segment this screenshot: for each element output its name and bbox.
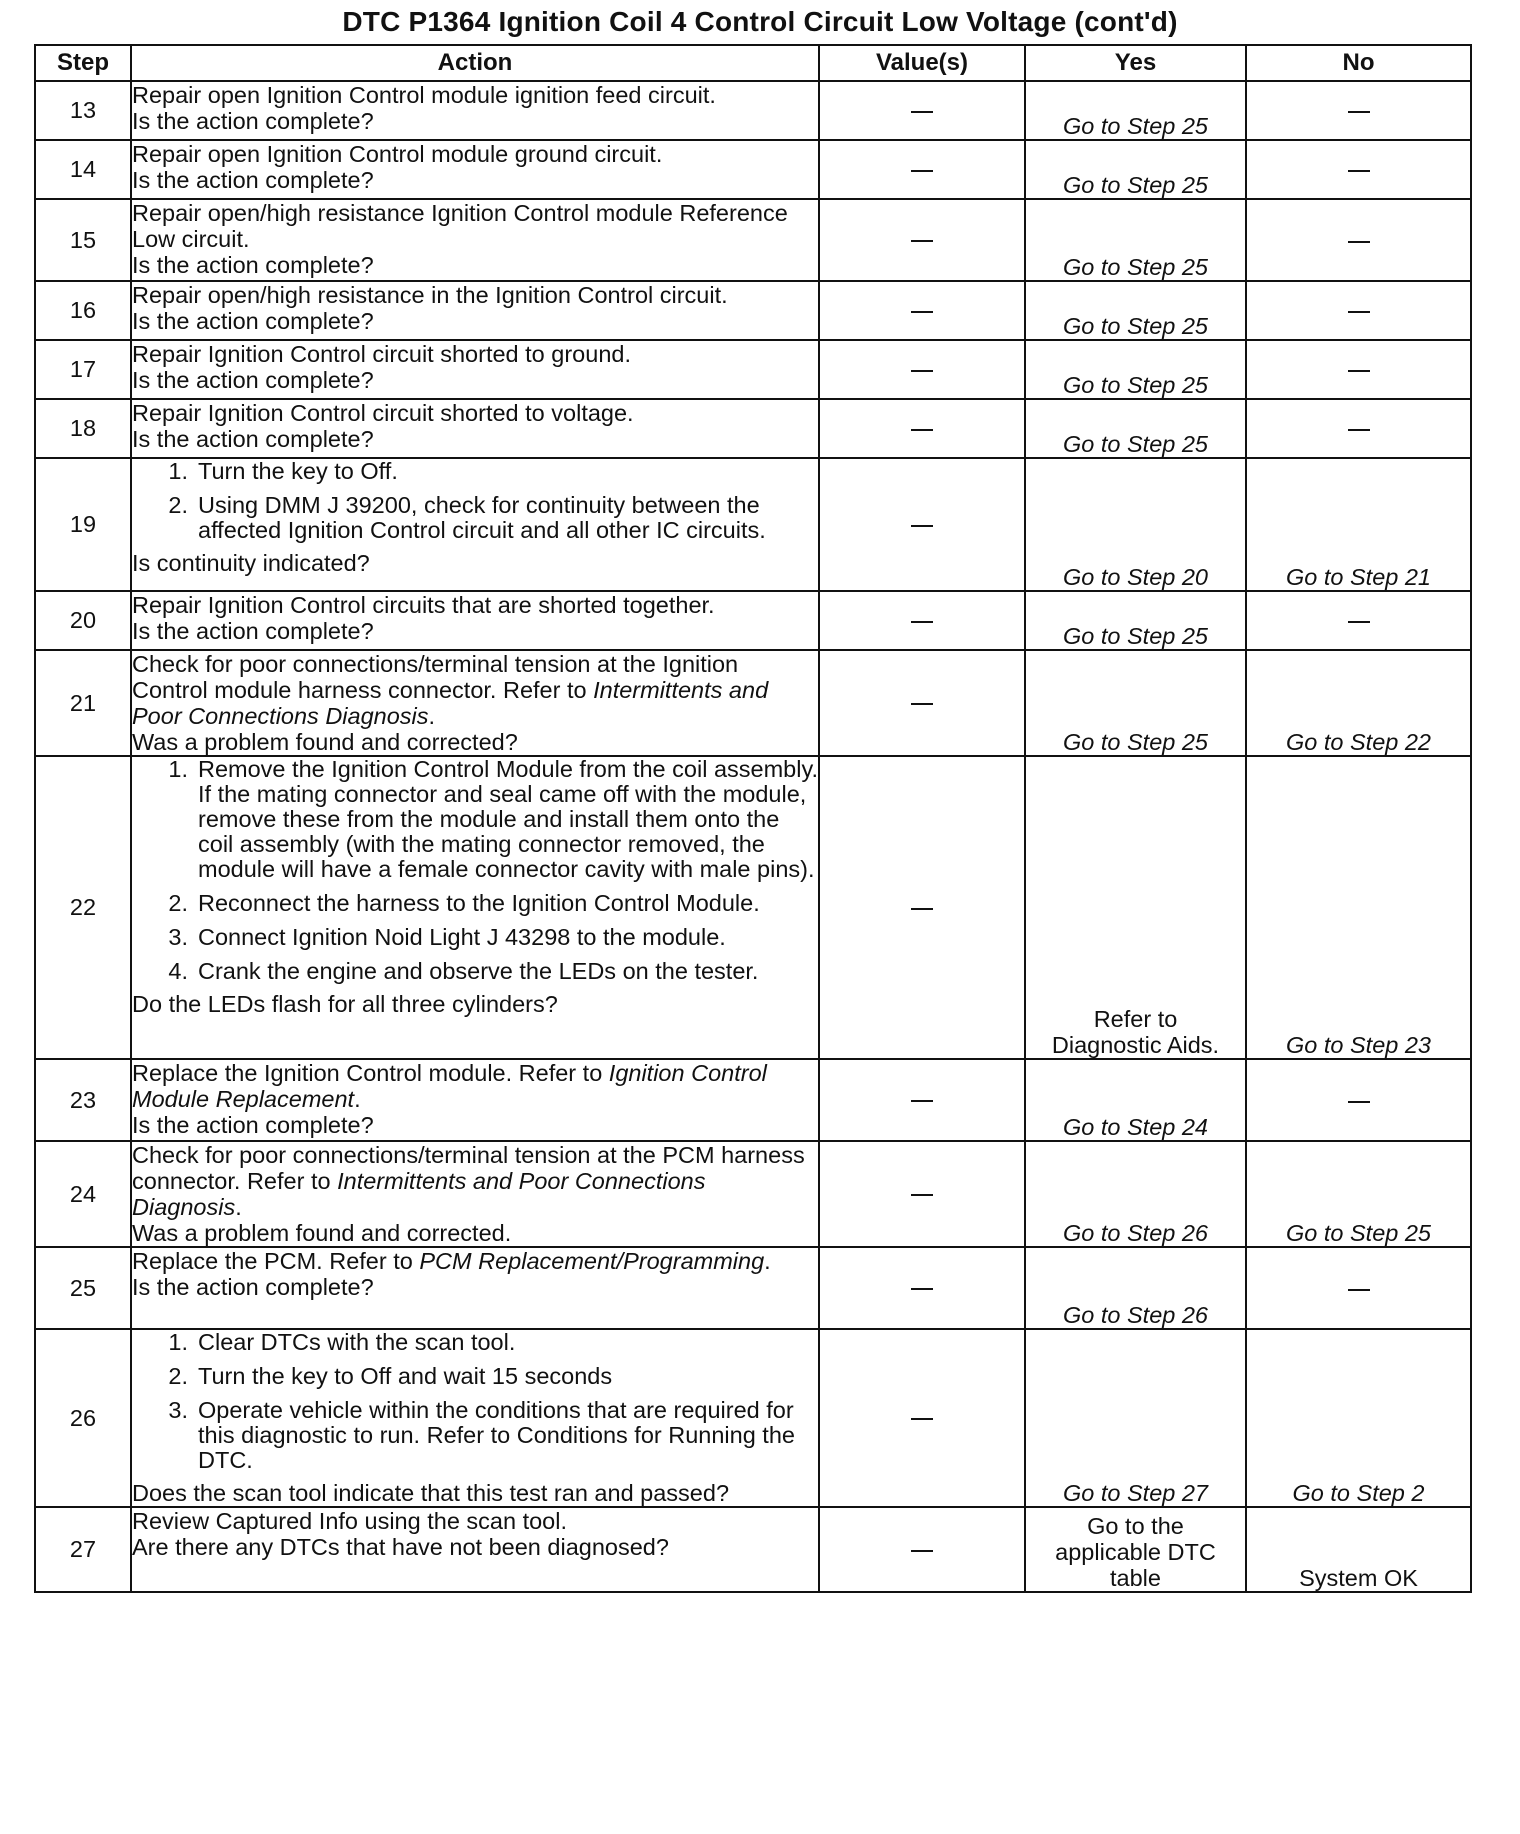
no-result: Go to Step 21	[1285, 564, 1432, 590]
table-row	[35, 591, 1471, 650]
dash-mark	[911, 170, 933, 172]
no-result: Go to Step 25	[1285, 1220, 1432, 1246]
yes-cell	[1025, 756, 1246, 1059]
dash-mark	[911, 111, 933, 113]
action-question: Is the action complete?	[132, 308, 374, 334]
table-row	[35, 140, 1471, 199]
action-cell	[131, 458, 819, 591]
yes-cell	[1025, 399, 1246, 458]
step-number: 20	[35, 591, 131, 650]
action-question: Are there any DTCs that have not been diagnosed?	[132, 1534, 669, 1560]
value-cell	[819, 458, 1025, 591]
header-no: No	[1246, 45, 1471, 81]
action-step-number: 1.	[168, 458, 188, 484]
action-cell	[131, 1329, 819, 1507]
action-step	[132, 1330, 818, 1355]
value-cell	[819, 591, 1025, 650]
step-number: 27	[35, 1507, 131, 1592]
action-question: Is the action complete?	[132, 426, 374, 452]
yes-result: Go to Step 25	[1062, 313, 1209, 339]
no-result: Go to Step 23	[1285, 1032, 1432, 1058]
table-row	[35, 399, 1471, 458]
action-cell	[131, 1507, 819, 1592]
value-cell	[819, 650, 1025, 756]
yes-cell	[1025, 458, 1246, 591]
no-cell	[1246, 199, 1471, 281]
action-step-text: Turn the key to Off.	[198, 458, 398, 484]
action-question: Is the action complete?	[132, 1112, 374, 1138]
yes-result: Go to the applicable DTC table	[1055, 1513, 1216, 1591]
dash-mark	[911, 1550, 933, 1552]
value-cell	[819, 1059, 1025, 1141]
step-number: 22	[35, 756, 131, 1059]
value-cell	[819, 1507, 1025, 1592]
table-row	[35, 281, 1471, 340]
yes-result: Go to Step 25	[1062, 113, 1209, 139]
action-step-number: 3.	[168, 924, 188, 950]
dash-mark	[911, 525, 933, 527]
dash-mark	[1348, 370, 1370, 372]
dash-mark	[911, 908, 933, 910]
dash-mark	[1348, 429, 1370, 431]
yes-cell	[1025, 340, 1246, 399]
yes-cell	[1025, 199, 1246, 281]
action-step	[132, 757, 818, 882]
reference-link: Intermittents and Poor Connections Diagnosis	[132, 677, 769, 729]
step-number: 26	[35, 1329, 131, 1507]
no-result: Go to Step 2	[1292, 1480, 1425, 1506]
action-text: Check for poor connections/terminal tension at the Ignition Control module harness connector. Refer to Intermittents and Poor Connections Diagnosis.	[132, 651, 769, 729]
yes-cell	[1025, 281, 1246, 340]
step-number: 15	[35, 199, 131, 281]
action-text	[132, 200, 818, 252]
action-question: Does the scan tool indicate that this test ran and passed?	[132, 1480, 730, 1506]
yes-result: Refer to Diagnostic Aids.	[1051, 1006, 1220, 1058]
action-step-text: Connect Ignition Noid Light J 43298 to the module.	[198, 924, 726, 950]
dash-mark	[911, 1194, 933, 1196]
yes-result: Go to Step 25	[1062, 254, 1209, 280]
action-text	[132, 282, 818, 308]
action-question: Is the action complete?	[132, 167, 374, 193]
action-question: Is the action complete?	[132, 108, 374, 134]
step-number: 17	[35, 340, 131, 399]
action-text-body: Repair open/high resistance Ignition Control module Reference Low circuit.	[132, 200, 788, 252]
yes-cell	[1025, 1329, 1246, 1507]
yes-result: Go to Step 25	[1062, 172, 1209, 198]
action-text-body: Review Captured Info using the scan tool.	[132, 1508, 568, 1534]
no-cell	[1246, 81, 1471, 140]
table-row	[35, 1141, 1471, 1247]
table-row	[35, 1329, 1471, 1507]
yes-result: Go to Step 20	[1062, 564, 1209, 590]
no-result: Go to Step 22	[1285, 729, 1432, 755]
table-row	[35, 199, 1471, 281]
action-step-text: Turn the key to Off and wait 15 seconds	[198, 1363, 613, 1389]
action-text: Check for poor connections/terminal tension at the PCM harness connector. Refer to Intermittents and Poor Connections Diagnosis.	[132, 1142, 805, 1220]
step-number: 18	[35, 399, 131, 458]
action-text-body: Repair open Ignition Control module ground circuit.	[132, 141, 663, 167]
no-cell	[1246, 1247, 1471, 1329]
action-step-number: 2.	[168, 890, 188, 916]
action-question: Was a problem found and corrected?	[132, 729, 518, 755]
yes-cell	[1025, 591, 1246, 650]
no-cell	[1246, 1059, 1471, 1141]
action-text-body: Replace the Ignition Control module. Refer to	[132, 1060, 603, 1086]
action-text	[132, 592, 818, 618]
header-action: Action	[131, 45, 819, 81]
yes-result: Go to Step 25	[1062, 623, 1209, 649]
action-step-text: Remove the Ignition Control Module from the coil assembly. If the mating connector and seal came off with the module, remove these from the module and install them onto the coil assembly (with the mating connector removed, the module will have a female connector cavity with male pins).	[198, 756, 818, 882]
value-cell	[819, 1141, 1025, 1247]
action-cell	[131, 340, 819, 399]
reference-link: PCM Replacement/Programming	[419, 1248, 765, 1274]
action-steps-list	[132, 757, 818, 984]
action-question: Is the action complete?	[132, 618, 374, 644]
dash-mark	[911, 370, 933, 372]
action-step-text: Clear DTCs with the scan tool.	[198, 1329, 516, 1355]
action-text-body: Replace the PCM. Refer to	[132, 1248, 413, 1274]
action-step-number: 2.	[168, 1363, 188, 1389]
action-text-body: Repair open Ignition Control module ignition feed circuit.	[132, 82, 716, 108]
value-cell	[819, 281, 1025, 340]
step-number: 19	[35, 458, 131, 591]
action-cell	[131, 1059, 819, 1141]
dash-mark	[1348, 111, 1370, 113]
dash-mark	[911, 311, 933, 313]
dash-mark	[911, 1418, 933, 1420]
action-text	[132, 141, 818, 167]
no-cell	[1246, 756, 1471, 1059]
dash-mark	[1348, 311, 1370, 313]
no-cell	[1246, 458, 1471, 591]
page-title: DTC P1364 Ignition Coil 4 Control Circuit Low Voltage (cont'd)	[342, 6, 1178, 37]
table-row	[35, 650, 1471, 756]
table-row	[35, 1059, 1471, 1141]
action-step	[132, 459, 818, 484]
yes-result: Go to Step 25	[1062, 729, 1209, 755]
value-cell	[819, 340, 1025, 399]
yes-cell	[1025, 1141, 1246, 1247]
header-row	[35, 45, 1471, 81]
yes-result: Go to Step 27	[1062, 1480, 1209, 1506]
action-cell	[131, 650, 819, 756]
action-cell	[131, 81, 819, 140]
no-cell	[1246, 399, 1471, 458]
value-cell	[819, 199, 1025, 281]
step-number: 16	[35, 281, 131, 340]
step-number: 24	[35, 1141, 131, 1247]
action-step	[132, 1364, 818, 1389]
action-cell	[131, 281, 819, 340]
action-step-text: Crank the engine and observe the LEDs on the tester.	[198, 958, 759, 984]
yes-cell	[1025, 81, 1246, 140]
action-cell	[131, 591, 819, 650]
action-text-body: Repair Ignition Control circuits that are shorted together.	[132, 592, 715, 618]
reference-link: Intermittents and Poor Connections Diagnosis	[132, 1168, 706, 1220]
table-row	[35, 81, 1471, 140]
dash-mark	[1348, 1101, 1370, 1103]
dash-mark	[911, 621, 933, 623]
yes-cell	[1025, 650, 1246, 756]
action-step-number: 4.	[168, 958, 188, 984]
action-text	[132, 82, 818, 108]
action-text-body: Repair Ignition Control circuit shorted to ground.	[132, 341, 631, 367]
yes-cell	[1025, 1507, 1246, 1592]
action-step	[132, 891, 818, 916]
action-text	[132, 341, 818, 367]
value-cell	[819, 756, 1025, 1059]
action-cell	[131, 1247, 819, 1329]
no-cell	[1246, 1329, 1471, 1507]
action-text	[132, 400, 818, 426]
no-result: System OK	[1299, 1565, 1418, 1591]
value-cell	[819, 1329, 1025, 1507]
action-question: Was a problem found and corrected.	[132, 1220, 512, 1246]
action-step-number: 1.	[168, 1329, 188, 1355]
yes-result: Go to Step 24	[1062, 1114, 1209, 1140]
diagnostic-table	[34, 44, 1472, 1593]
action-text-body: Check for poor connections/terminal tension at the PCM harness connector. Refer to	[132, 1142, 805, 1194]
action-text	[132, 1508, 818, 1534]
no-cell	[1246, 1507, 1471, 1592]
step-number: 13	[35, 81, 131, 140]
dash-mark	[1348, 1289, 1370, 1291]
dash-mark	[911, 1288, 933, 1290]
action-step-text: Using DMM J 39200, check for continuity between the affected Ignition Control circuit and all other IC circuits.	[198, 492, 766, 543]
action-cell	[131, 199, 819, 281]
table-row	[35, 1507, 1471, 1592]
dash-mark	[1348, 170, 1370, 172]
action-cell	[131, 140, 819, 199]
dash-mark	[911, 240, 933, 242]
action-step	[132, 925, 818, 950]
table-row	[35, 458, 1471, 591]
header-values: Value(s)	[819, 45, 1025, 81]
value-cell	[819, 81, 1025, 140]
header-step: Step	[35, 45, 131, 81]
yes-result: Go to Step 25	[1062, 431, 1209, 457]
no-cell	[1246, 140, 1471, 199]
no-cell	[1246, 281, 1471, 340]
action-cell	[131, 399, 819, 458]
action-question: Is the action complete?	[132, 367, 374, 393]
no-cell	[1246, 1141, 1471, 1247]
header-yes: Yes	[1025, 45, 1246, 81]
action-step	[132, 493, 818, 543]
action-question: Is the action complete?	[132, 1274, 374, 1300]
table-row	[35, 1247, 1471, 1329]
action-text-body: Check for poor connections/terminal tension at the Ignition Control module harness connector. Refer to	[132, 651, 739, 703]
dash-mark	[911, 703, 933, 705]
yes-cell	[1025, 140, 1246, 199]
yes-cell	[1025, 1247, 1246, 1329]
action-question: Is continuity indicated?	[132, 550, 370, 576]
action-steps-list	[132, 1330, 818, 1473]
value-cell	[819, 1247, 1025, 1329]
value-cell	[819, 399, 1025, 458]
value-cell	[819, 140, 1025, 199]
action-text: Replace the PCM. Refer to PCM Replacement/Programming.	[132, 1248, 771, 1274]
yes-result: Go to Step 25	[1062, 372, 1209, 398]
action-step-number: 3.	[168, 1397, 188, 1423]
step-number: 23	[35, 1059, 131, 1141]
dash-mark	[1348, 241, 1370, 243]
no-cell	[1246, 650, 1471, 756]
table-row	[35, 340, 1471, 399]
dash-mark	[911, 1100, 933, 1102]
action-step-text: Reconnect the harness to the Ignition Control Module.	[198, 890, 760, 916]
reference-link: Ignition Control Module Replacement	[132, 1060, 767, 1112]
action-step-text: Operate vehicle within the conditions that are required for this diagnostic to run. Refer to Conditions for Running the DTC.	[198, 1397, 795, 1473]
action-question: Do the LEDs flash for all three cylinders?	[132, 991, 558, 1017]
table-body	[35, 81, 1471, 1592]
action-text-body: Repair Ignition Control circuit shorted to voltage.	[132, 400, 634, 426]
action-question: Is the action complete?	[132, 252, 374, 278]
action-step	[132, 1398, 818, 1473]
no-cell	[1246, 340, 1471, 399]
action-step	[132, 959, 818, 984]
action-text-body: Repair open/high resistance in the Ignition Control circuit.	[132, 282, 728, 308]
dash-mark	[911, 429, 933, 431]
step-number: 14	[35, 140, 131, 199]
action-step-number: 1.	[168, 756, 188, 782]
action-step-number: 2.	[168, 492, 188, 518]
yes-cell	[1025, 1059, 1246, 1141]
action-cell	[131, 756, 819, 1059]
table-row	[35, 756, 1471, 1059]
action-text: Replace the Ignition Control module. Refer to Ignition Control Module Replacement.	[132, 1060, 767, 1112]
dash-mark	[1348, 621, 1370, 623]
action-steps-list	[132, 459, 818, 543]
step-number: 21	[35, 650, 131, 756]
action-cell	[131, 1141, 819, 1247]
step-number: 25	[35, 1247, 131, 1329]
no-cell	[1246, 591, 1471, 650]
yes-result: Go to Step 26	[1062, 1220, 1209, 1246]
yes-result: Go to Step 26	[1062, 1302, 1209, 1328]
